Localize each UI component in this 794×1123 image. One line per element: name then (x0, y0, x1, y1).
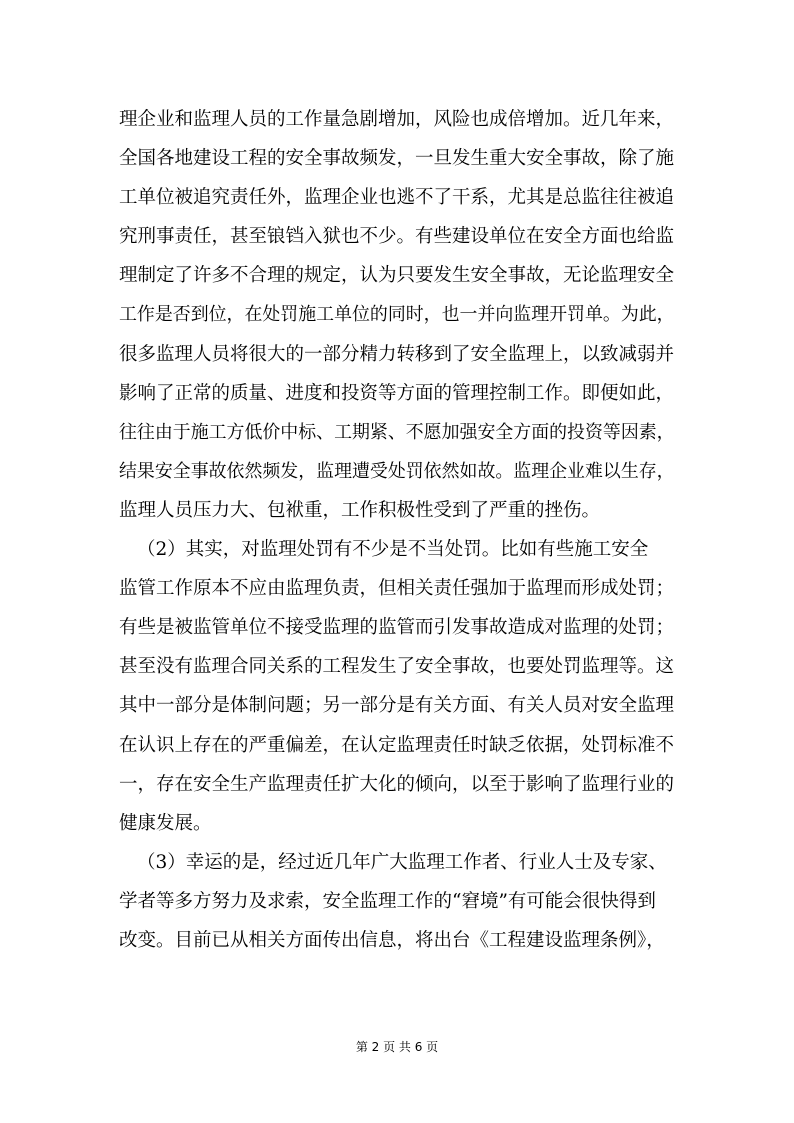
text-line: 很多监理人员将很大的一部分精力转移到了安全监理上，以致减弱并 (119, 343, 675, 365)
text-line: 监理人员压力大、包袱重，工作积极性受到了严重的挫伤。 (119, 499, 601, 521)
text-line: 工作是否到位，在处罚施工单位的同时，也一并向监理开罚单。为此， (119, 304, 675, 326)
page-footer (0, 1038, 794, 1055)
text-line: 其中一部分是体制问题；另一部分是有关方面、有关人员对安全监理 (119, 695, 675, 717)
text-line: 学者等多方努力及求索，安全监理工作的“窘境”有可能会很快得到 (119, 890, 656, 912)
text-line: 结果安全事故依然频发，监理遭受处罚依然如故。监理企业难以生存， (119, 460, 675, 482)
text-line: 往往由于施工方低价中标、工期紧、不愿加强安全方面的投资等因素， (119, 421, 675, 443)
body-text (119, 100, 681, 960)
text-line: 究刑事责任，甚至锒铛入狱也不少。有些建设单位在安全方面也给监 (119, 226, 675, 248)
text-line: 全国各地建设工程的安全事故频发，一旦发生重大安全事故，除了施 (119, 148, 675, 170)
text-line: 理制定了许多不合理的规定，认为只要发生安全事故，无论监理安全 (119, 265, 675, 287)
text-line: 影响了正常的质量、进度和投资等方面的管理控制工作。即便如此， (119, 382, 675, 404)
text-line: 甚至没有监理合同关系的工程发生了安全事故，也要处罚监理等。这 (119, 656, 675, 678)
text-line: 健康发展。 (119, 812, 212, 834)
text-line: 工单位被追究责任外，监理企业也逃不了干系，尤其是总监往往被追 (119, 187, 675, 209)
text-line: 一，存在安全生产监理责任扩大化的倾向，以至于影响了监理行业的 (119, 773, 675, 795)
text-line: 改变。目前已从相关方面传出信息，将出台《工程建设监理条例》， (119, 929, 665, 951)
text-line: 在认识上存在的严重偏差，在认定监理责任时缺乏依据，处罚标准不 (119, 734, 675, 756)
text-line: 理企业和监理人员的工作量急剧增加，风险也成倍增加。近几年来， (119, 109, 675, 130)
paragraph-start-line: （2）其实，对监理处罚有不少是不当处罚。比如有些施工安全 (137, 539, 649, 561)
paragraph-start-line: （3）幸运的是，经过近几年广大监理工作者、行业人士及专家、 (137, 851, 667, 873)
page-number-label: 第 2 页 共 6 页 (355, 1040, 439, 1054)
text-line: 有些是被监管单位不接受监理的监管而引发事故造成对监理的处罚； (119, 617, 675, 639)
text-line: 监管工作原本不应由监理负责，但相关责任强加于监理而形成处罚； (119, 578, 675, 600)
